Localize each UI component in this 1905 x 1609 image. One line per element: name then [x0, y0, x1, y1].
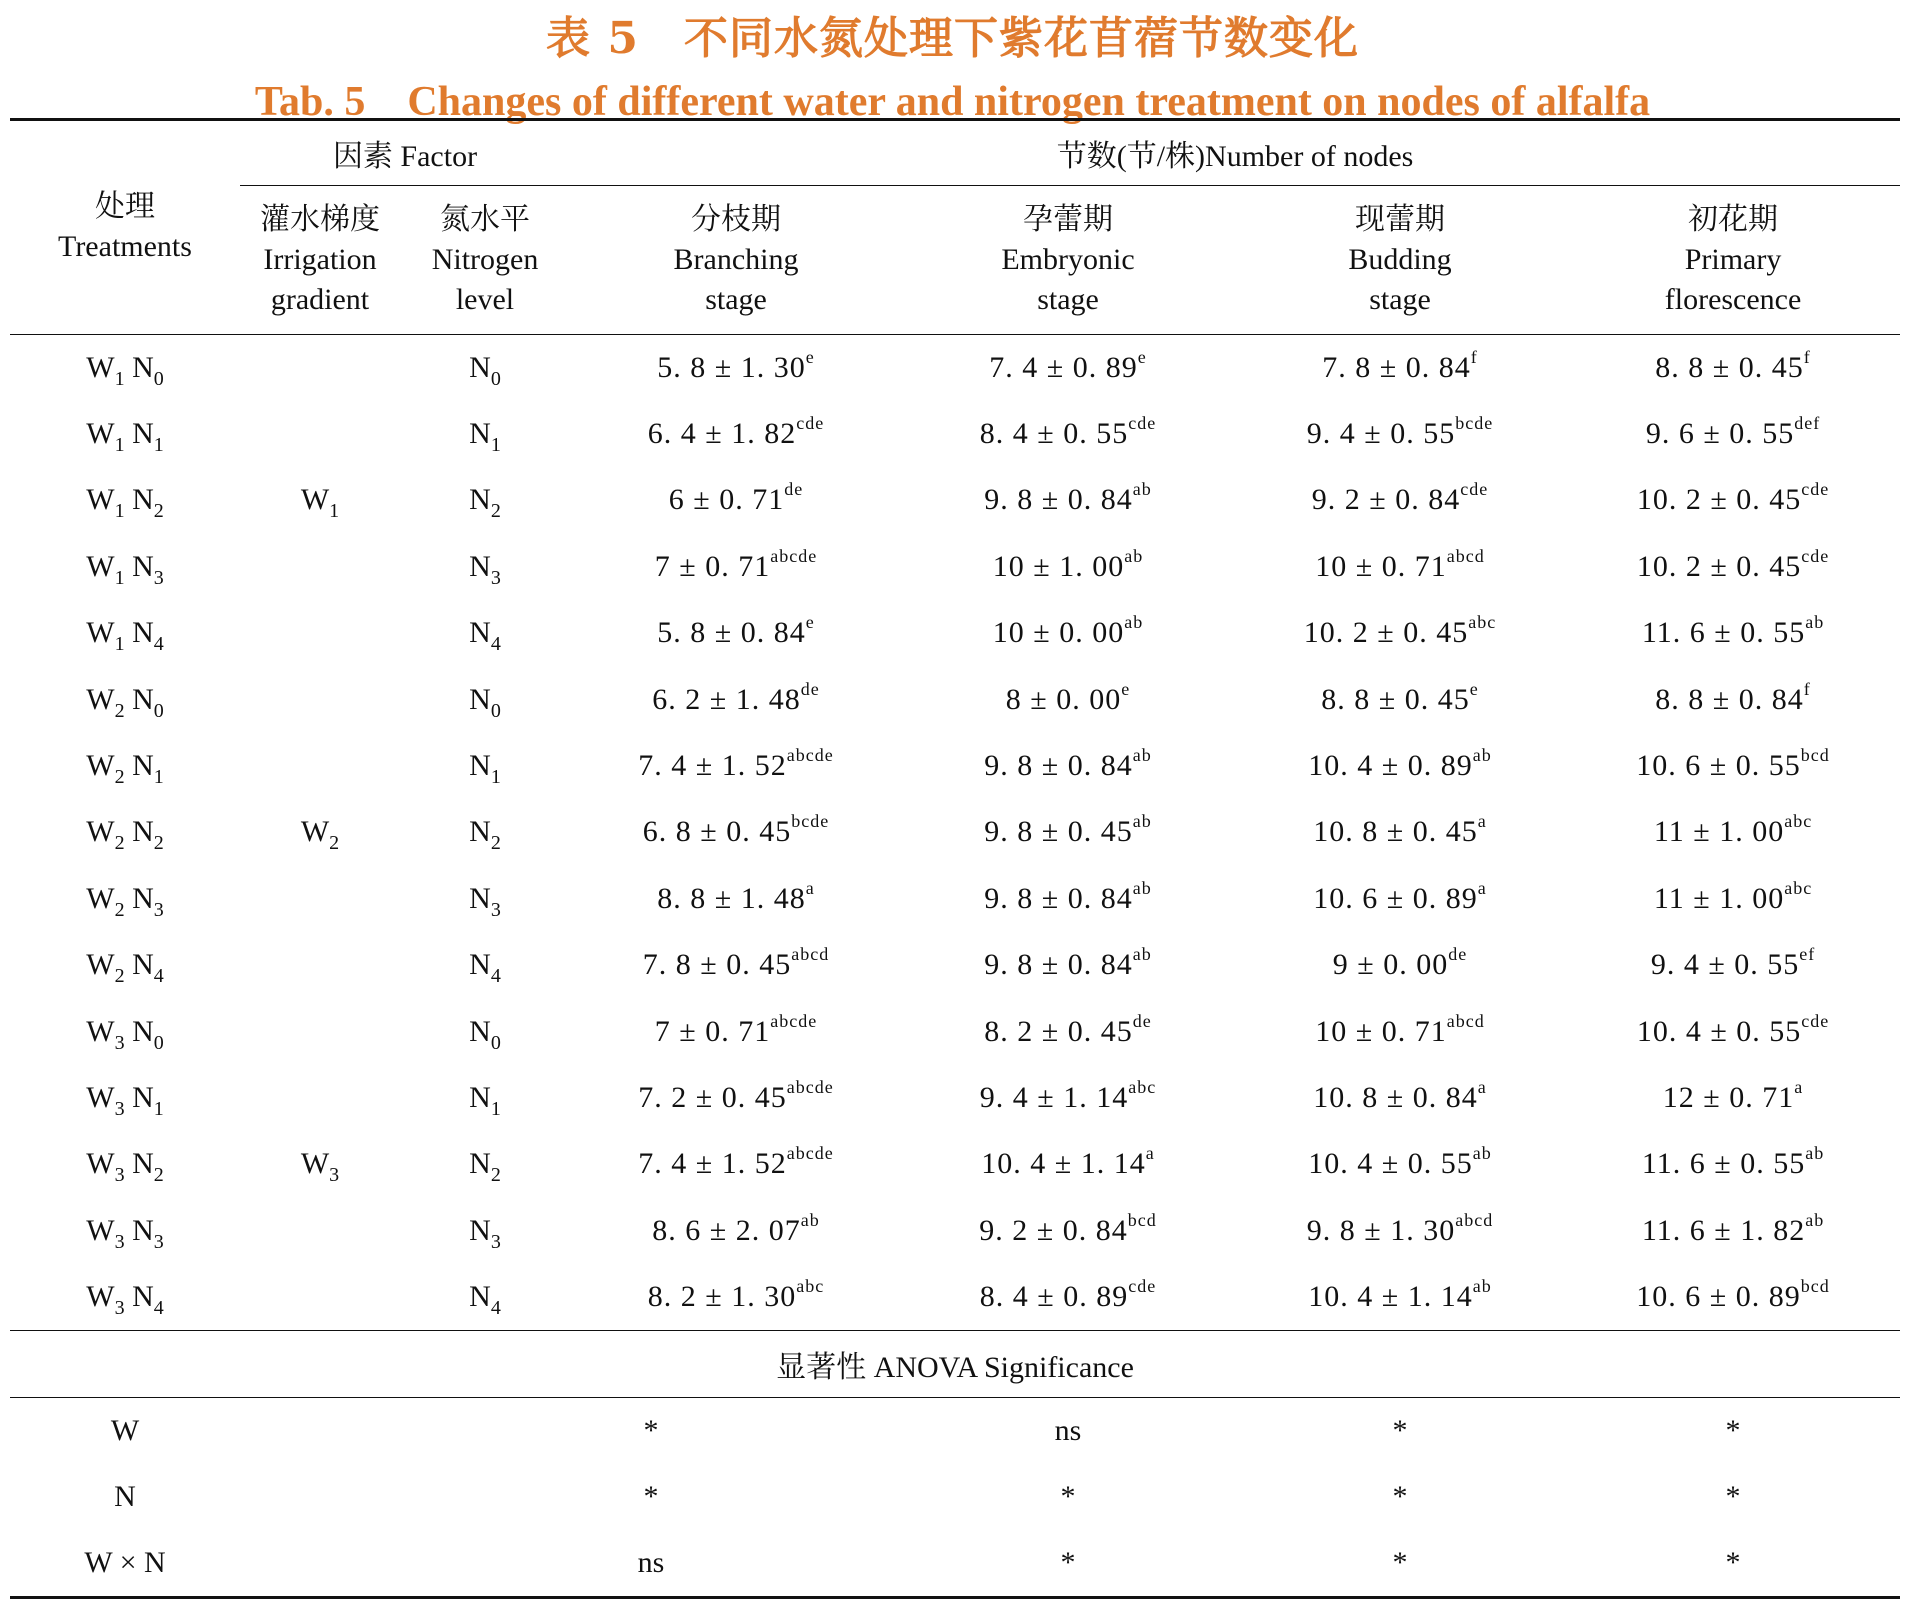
value-cell: 7. 4 ± 1. $52^{abcde}$ [638, 1143, 834, 1181]
anova-spacer [240, 1464, 400, 1530]
significance-letters: cde [1801, 1010, 1830, 1031]
significance-letters: e [1469, 678, 1479, 699]
significance-letters: abcde [770, 1010, 818, 1031]
significance-letters: a [1794, 1076, 1804, 1097]
significance-letters: e [1137, 346, 1147, 367]
treatment-cell: $W_2$ $N_4$ [86, 948, 164, 988]
treatment-cell: $W_1$ $N_1$ [86, 417, 164, 457]
value-cell: 5. 8 ± 1. 30e [657, 346, 815, 384]
significance-letters: ab [1124, 612, 1144, 633]
significance-letters: ab [1472, 1143, 1492, 1164]
header-irrigation-cn: 灌水梯度 [260, 202, 380, 236]
value-cell: 7 ± 0. $71^{abcde}$ [654, 545, 818, 583]
anova-section [10, 1331, 1900, 1398]
anova-factor-label: W × N [10, 1530, 240, 1598]
header-treatments-en: Treatments [58, 230, 192, 264]
subscript: 0 [153, 367, 164, 390]
value-cell: 7. 4 ± 0. 89e [989, 346, 1147, 384]
subscript: 1 [114, 633, 125, 656]
nitrogen-cell: $N_2$ [469, 483, 501, 523]
nitrogen-cell: $N_0$ [469, 1014, 501, 1054]
header-stage-budding [1234, 186, 1566, 334]
treatment-cell: $W_1$ $N_2$ [86, 483, 164, 523]
value-cell: 9. 6 ± 0. $55^{def}$ [1645, 413, 1821, 451]
anova-spacer [240, 1398, 400, 1465]
stage-cn: 分枝期 [691, 202, 782, 236]
treatment-cell: $W_2$ $N_1$ [86, 749, 164, 789]
subscript: 3 [153, 1230, 164, 1253]
value-cell: 8. 8 ± 0. 45$^f$ [1655, 346, 1811, 384]
value-cell: 6. 8 ± 0. $45^{bcde}$ [642, 811, 830, 849]
stage-en1: Budding [1348, 242, 1452, 276]
value-cell: 10. 2 ± 0. $45^{cde}$ [1636, 545, 1830, 583]
anova-value: * [1392, 1480, 1408, 1514]
subscript: 0 [490, 1031, 501, 1054]
significance-letters: cde [796, 413, 825, 434]
anova-factor-label: W [110, 1414, 140, 1448]
significance-letters: ab [1805, 1143, 1825, 1164]
value-cell: 5. 8 ± 0. 84e [657, 612, 815, 650]
nitrogen-cell: $N_3$ [469, 1213, 501, 1253]
significance-letters: a [1477, 877, 1487, 898]
anova-value: * [1234, 1530, 1566, 1598]
significance-letters: cde [1460, 479, 1489, 500]
nitrogen-cell: $N_4$ [469, 1280, 501, 1320]
significance-letters: e [805, 346, 815, 367]
value-cell: 11. 6 ± 1. $82^{ab}$ [1641, 1209, 1825, 1247]
significance-letters: bcd [1127, 1209, 1157, 1230]
stage-en2: stage [1369, 282, 1431, 316]
anova-title: 显著性 ANOVA Significance [10, 1331, 1900, 1398]
subscript: 4 [153, 633, 164, 656]
anova-value: ns [1054, 1414, 1082, 1448]
header-nitrogen-en2: level [455, 282, 515, 316]
stage-en1: Branching [673, 242, 799, 276]
data-rows [10, 334, 1900, 1331]
treatment-cell: $W_2$ $N_2$ [86, 815, 164, 855]
subscript: 3 [490, 898, 501, 921]
stage-cn: 初花期 [1688, 202, 1779, 236]
value-cell: 11. 6 ± 0. $55^{ab}$ [1641, 1143, 1825, 1181]
treatment-cell: $W_3$ $N_2$ [86, 1147, 164, 1187]
value-cell: 8. 2 ± 1. $30^{abc}$ [647, 1276, 825, 1314]
subscript: 3 [153, 566, 164, 589]
subscript: 1 [153, 434, 164, 457]
significance-letters: de [1132, 1010, 1152, 1031]
header-factor: 因素 Factor [240, 120, 570, 186]
subscript: 0 [153, 1031, 164, 1054]
significance-letters: a [1145, 1143, 1155, 1164]
anova-value: * [643, 1414, 659, 1448]
significance-letters: abc [1784, 811, 1813, 832]
significance-letters: ab [1132, 745, 1152, 766]
subscript: 0 [490, 699, 501, 722]
subscript: 2 [114, 965, 125, 988]
significance-letters: ab [1472, 1276, 1492, 1297]
subscript: 4 [153, 965, 164, 988]
stage-cn: 现蕾期 [1355, 202, 1446, 236]
anova-value: * [1566, 1530, 1900, 1598]
value-cell: 10 ± 0. $71^{abcd}$ [1315, 1010, 1485, 1048]
value-cell: 9. 8 ± 0. $84^{ab}$ [984, 877, 1152, 915]
table-row [10, 998, 1900, 1064]
subscript: 3 [490, 1230, 501, 1253]
significance-letters: abc [1468, 612, 1497, 633]
value-cell: 9. 8 ± 0. $45^{ab}$ [984, 811, 1152, 849]
subscript: 2 [490, 832, 501, 855]
value-cell: 10. 4 ± 0. $89^{ab}$ [1308, 745, 1492, 783]
significance-letters: bcd [1800, 745, 1830, 766]
significance-letters: f [1470, 346, 1478, 367]
value-cell: 10. 4 ± 0. $55^{ab}$ [1308, 1143, 1492, 1181]
value-cell: 7. 4 ± 1. $52^{abcde}$ [638, 745, 834, 783]
table-row [10, 334, 1900, 401]
header-stage-embryonic [902, 186, 1234, 334]
value-cell: 10. 2 ± 0. $45^{abc}$ [1303, 612, 1497, 650]
anova-row [10, 1530, 1900, 1598]
subscript: 1 [490, 766, 501, 789]
nitrogen-cell: $N_3$ [469, 881, 501, 921]
subscript: 2 [490, 500, 501, 523]
significance-letters: ab [1132, 811, 1152, 832]
value-cell: 9. 4 ± 1. $14^{abc}$ [979, 1076, 1157, 1114]
anova-spacer [240, 1530, 400, 1598]
subscript: 1 [114, 500, 125, 523]
significance-letters: a [805, 877, 815, 898]
nitrogen-cell: $N_2$ [469, 815, 501, 855]
significance-letters: abcde [786, 1076, 834, 1097]
header-number-of-nodes: 节数(节/株)Number of nodes [570, 120, 1900, 186]
header-treatments-cn: 处理 [95, 190, 155, 224]
value-cell: 10. 8 ± 0. 84$^a$ [1313, 1076, 1487, 1114]
significance-letters: abc [1128, 1076, 1157, 1097]
significance-letters: de [784, 479, 804, 500]
significance-letters: abcde [770, 545, 818, 566]
subscript: 4 [490, 633, 501, 656]
treatment-cell: $W_2$ $N_0$ [86, 682, 164, 722]
nitrogen-cell: $N_0$ [469, 350, 501, 390]
anova-row [10, 1464, 1900, 1530]
stage-en1: Primary [1684, 242, 1782, 276]
significance-letters: abcd [1446, 545, 1485, 566]
value-cell: 8. 8 ± 0. 45e [1321, 678, 1479, 716]
subscript: 0 [153, 699, 164, 722]
value-cell: 10. 4 ± 0. $55^{cde}$ [1636, 1010, 1830, 1048]
table-row [10, 666, 1900, 732]
significance-letters: ef [1799, 944, 1816, 965]
value-cell: 9 ± 0. 00de [1332, 944, 1468, 982]
significance-letters: cde [1128, 413, 1157, 434]
subscript: 2 [153, 832, 164, 855]
significance-letters: abcde [786, 1143, 834, 1164]
anova-value: * [1060, 1480, 1076, 1514]
irrigation-cell: $W_1$ [300, 483, 340, 523]
stage-en2: stage [705, 282, 767, 316]
stage-en2: stage [1037, 282, 1099, 316]
value-cell: 10. 2 ± 0. $45^{cde}$ [1636, 479, 1830, 517]
significance-letters: e [1121, 678, 1131, 699]
value-cell: 10. 8 ± 0. 45$^a$ [1313, 811, 1487, 849]
value-cell: 7 ± 0. $71^{abcde}$ [654, 1010, 818, 1048]
significance-letters: de [1448, 944, 1468, 965]
header-stage-primary-florescence [1566, 186, 1900, 334]
significance-letters: ab [1124, 545, 1144, 566]
significance-letters: bcde [791, 811, 830, 832]
stage-en2: florescence [1664, 282, 1802, 316]
value-cell: 11. 6 ± 0. $55^{ab}$ [1641, 612, 1825, 650]
subscript: 4 [153, 1297, 164, 1320]
nitrogen-cell: $N_4$ [469, 948, 501, 988]
value-cell: 10. 4 ± 1. $14^{ab}$ [1308, 1276, 1492, 1314]
anova-value: * [902, 1530, 1234, 1598]
significance-letters: bcd [1800, 1276, 1830, 1297]
subscript: 2 [490, 1164, 501, 1187]
value-cell: 11 ± 1. $00^{abc}$ [1653, 877, 1813, 915]
significance-letters: ab [1805, 1209, 1825, 1230]
subscript: 2 [329, 832, 340, 855]
significance-letters: abc [796, 1276, 825, 1297]
subscript: 0 [490, 367, 501, 390]
anova-value: ns [400, 1530, 902, 1598]
significance-letters: bcde [1455, 413, 1494, 434]
subscript: 4 [490, 965, 501, 988]
significance-letters: ab [1132, 479, 1152, 500]
significance-letters: de [800, 678, 820, 699]
subscript: 2 [114, 699, 125, 722]
significance-letters: ab [1132, 944, 1152, 965]
header-nitrogen [400, 186, 570, 334]
significance-letters: ab [1805, 612, 1825, 633]
value-cell: 12 ± 0. 71$^a$ [1662, 1076, 1804, 1114]
value-cell: 8. 2 ± 0. 45de [984, 1010, 1152, 1048]
value-cell: 9. 4 ± 0. $55^{bcde}$ [1306, 413, 1494, 451]
value-cell: 9. 2 ± 0. $84^{bcd}$ [979, 1209, 1157, 1247]
subscript: 2 [153, 500, 164, 523]
value-cell: 9. 8 ± 0. $84^{ab}$ [984, 944, 1152, 982]
significance-letters: f [1803, 346, 1811, 367]
nitrogen-cell: $N_2$ [469, 1147, 501, 1187]
significance-letters: a [1477, 1076, 1487, 1097]
subscript: 3 [114, 1230, 125, 1253]
anova-row [10, 1398, 1900, 1465]
significance-letters: e [805, 612, 815, 633]
treatment-cell: $W_1$ $N_0$ [86, 350, 164, 390]
treatment-cell: $W_1$ $N_3$ [86, 549, 164, 589]
nitrogen-cell: $N_1$ [469, 417, 501, 457]
value-cell: 8. 4 ± 0. $89^{cde}$ [979, 1276, 1157, 1314]
subscript: 1 [490, 434, 501, 457]
subscript: 2 [114, 898, 125, 921]
nitrogen-cell: $N_0$ [469, 682, 501, 722]
subscript: 4 [490, 1297, 501, 1320]
subscript: 1 [114, 367, 125, 390]
table-caption-cn: 表 5 不同水氮处理下紫花苜蓿节数变化 [546, 13, 1359, 64]
treatment-cell: $W_3$ $N_3$ [86, 1213, 164, 1253]
subscript: 3 [114, 1097, 125, 1120]
value-cell: 6 ± 0. 71de [668, 479, 804, 517]
subscript: 1 [114, 434, 125, 457]
significance-letters: abc [1784, 877, 1813, 898]
header-irrigation [240, 186, 400, 334]
anova-value: * [1725, 1480, 1741, 1514]
header-nitrogen-cn: 氮水平 [440, 202, 530, 236]
irrigation-cell: $W_2$ [300, 815, 340, 855]
value-cell: 8. 8 ± 0. 84$^f$ [1655, 678, 1811, 716]
treatment-cell: $W_3$ $N_0$ [86, 1014, 164, 1054]
anova-rows [10, 1398, 1900, 1598]
stage-cn: 孕蕾期 [1023, 202, 1114, 236]
value-cell: 10 ± 0. $00^{ab}$ [992, 612, 1144, 650]
value-cell: 7. 8 ± 0. 84$^f$ [1322, 346, 1478, 384]
subscript: 3 [153, 898, 164, 921]
value-cell: 10 ± 1. $00^{ab}$ [992, 545, 1144, 583]
subscript: 3 [114, 1031, 125, 1054]
value-cell: 6. 4 ± 1. $82^{cde}$ [647, 413, 825, 451]
subscript: 2 [153, 1164, 164, 1187]
value-cell: 10. 6 ± 0. $55^{bcd}$ [1636, 745, 1830, 783]
significance-letters: abcd [1446, 1010, 1485, 1031]
subscript: 1 [153, 1097, 164, 1120]
value-cell: 10. 4 ± 1. 14$^a$ [981, 1143, 1155, 1181]
significance-letters: a [1477, 811, 1487, 832]
subscript: 3 [114, 1164, 125, 1187]
value-cell: 7. 8 ± 0. $45^{abcd}$ [642, 944, 830, 982]
significance-letters: cde [1128, 1276, 1157, 1297]
subscript: 2 [114, 832, 125, 855]
stage-en1: Embryonic [1001, 242, 1135, 276]
value-cell: 10. 6 ± 0. $89^{bcd}$ [1636, 1276, 1830, 1314]
significance-letters: abcde [786, 745, 834, 766]
treatment-cell: $W_3$ $N_1$ [86, 1080, 164, 1120]
value-cell: 11 ± 1. $00^{abc}$ [1653, 811, 1813, 849]
significance-letters: abcd [1455, 1209, 1494, 1230]
header-treatments [10, 120, 240, 334]
significance-letters: cde [1801, 545, 1830, 566]
value-cell: 8 ± 0. 00e [1005, 678, 1131, 716]
subscript: 1 [153, 766, 164, 789]
value-cell: 9. 2 ± 0. $84^{cde}$ [1311, 479, 1489, 517]
subscript: 3 [329, 1164, 340, 1187]
table-caption-en: Tab. 5 Changes of different water and nitrogen treatment on nodes of alfalfa [254, 79, 1651, 125]
anova-value: * [1725, 1414, 1741, 1448]
value-cell: 10. 6 ± 0. 89$^a$ [1313, 877, 1487, 915]
significance-letters: f [1803, 678, 1811, 699]
subscript: 1 [490, 1097, 501, 1120]
nitrogen-cell: $N_1$ [469, 749, 501, 789]
significance-letters: ab [1472, 745, 1492, 766]
nitrogen-cell: $N_4$ [469, 616, 501, 656]
subscript: 3 [114, 1297, 125, 1320]
significance-letters: cde [1801, 479, 1830, 500]
value-cell: 6. 2 ± 1. 48de [652, 678, 820, 716]
header-stage-branching [570, 186, 902, 334]
value-cell: 8. 8 ± 1. 48$^a$ [657, 877, 815, 915]
subscript: 2 [114, 766, 125, 789]
treatment-cell: $W_3$ $N_4$ [86, 1280, 164, 1320]
header-nitrogen-en1: Nitrogen [431, 242, 539, 276]
subscript: 1 [114, 566, 125, 589]
significance-letters: abcd [791, 944, 830, 965]
nodes-table [10, 118, 1900, 1599]
significance-letters: def [1794, 413, 1821, 434]
value-cell: 8. 6 ± 2. $07^{ab}$ [652, 1209, 820, 1247]
subscript: 1 [329, 500, 340, 523]
significance-letters: ab [800, 1209, 820, 1230]
value-cell: 10 ± 0. $71^{abcd}$ [1315, 545, 1485, 583]
significance-letters: ab [1132, 877, 1152, 898]
value-cell: 9. 4 ± 0. $55^{ef}$ [1650, 944, 1816, 982]
value-cell: 9. 8 ± 1. $30^{abcd}$ [1306, 1209, 1494, 1247]
anova-value: * [1392, 1414, 1408, 1448]
treatment-cell: $W_2$ $N_3$ [86, 881, 164, 921]
value-cell: 8. 4 ± 0. $55^{cde}$ [979, 413, 1157, 451]
anova-factor-label: N [114, 1480, 136, 1514]
header-irrigation-en2: gradient [270, 282, 370, 316]
treatment-cell: $W_1$ $N_4$ [86, 616, 164, 656]
anova-value: * [643, 1480, 659, 1514]
header-irrigation-en1: Irrigation [263, 242, 377, 276]
value-cell: 7. 2 ± 0. $45^{abcde}$ [638, 1076, 834, 1114]
subscript: 3 [490, 566, 501, 589]
value-cell: 9. 8 ± 0. $84^{ab}$ [984, 745, 1152, 783]
value-cell: 9. 8 ± 0. $84^{ab}$ [984, 479, 1152, 517]
irrigation-cell: $W_3$ [300, 1147, 340, 1187]
nitrogen-cell: $N_3$ [469, 549, 501, 589]
nitrogen-cell: $N_1$ [469, 1080, 501, 1120]
